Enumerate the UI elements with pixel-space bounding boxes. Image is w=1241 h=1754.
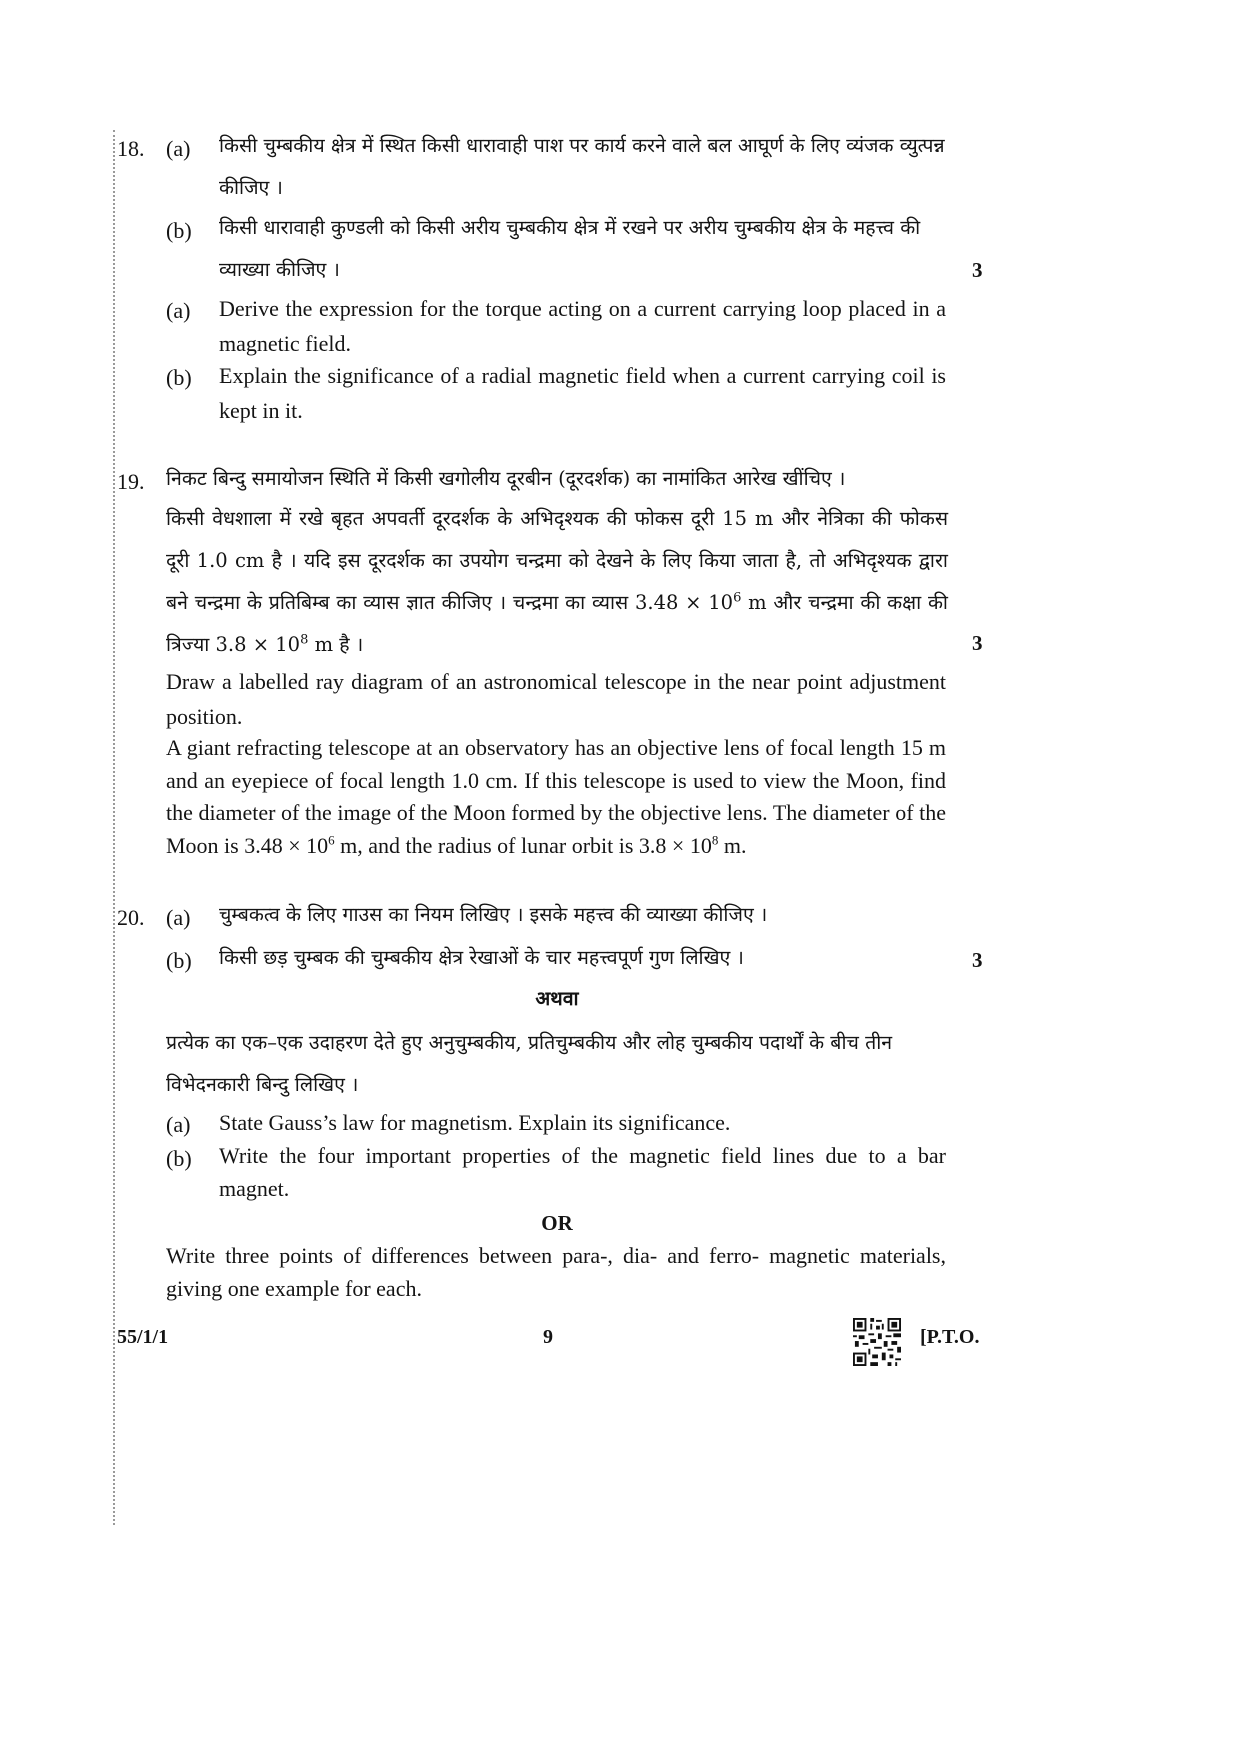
q19-hindi-exponent-8: 8 — [300, 632, 309, 648]
q18-number: 18. — [117, 136, 145, 161]
qr-code — [853, 1318, 901, 1366]
q19-number: 19. — [117, 469, 145, 494]
margin-dotted-line — [113, 130, 115, 1525]
q18a-english: Derive the expression for the torque acting on a current carrying loop placed in a magnetic field. — [219, 296, 946, 356]
q20-number: 20. — [117, 905, 145, 930]
q20a-english: State Gauss’s law for magnetism. Explain its significance. — [219, 1110, 731, 1135]
q20-or-body-hindi: प्रत्येक का एक–एक उदाहरण देते हुए अनुचुम्बकीय, प्रतिचुम्बकीय और लोह चुम्बकीय पदार्थों के बीच तीन विभेदनकारी बिन्दु लिखिए । — [166, 1031, 893, 1096]
q20-or-body-english: Write three points of differences between para-, dia- and ferro- magnetic materials, giving one example for each. — [166, 1243, 946, 1301]
q20-or-english: OR — [541, 1211, 573, 1235]
paper-code: 55/1/1 — [117, 1326, 169, 1348]
q19-hindi-exponent-6: 6 — [733, 590, 742, 606]
q18a-en-label: (a) — [166, 298, 191, 323]
q19-hindi-para-text-2: m और चन्द्रमा की कक्षा की त्रिज्या 3.8 × 10 — [166, 591, 948, 656]
q20a-hindi: चुम्बकत्व के लिए गाउस का नियम लिखिए । इसके महत्त्व की व्याख्या कीजिए । — [219, 903, 768, 926]
q18a-hindi: किसी चुम्बकीय क्षेत्र में स्थित किसी धारावाही पाश पर कार्य करने वाले बल आघूर्ण के लिए व्यंजक व्युत्पन्न कीजिए । — [219, 134, 945, 199]
pto-marker: [P.T.O. — [920, 1326, 980, 1348]
q20a-label: (a) — [166, 905, 191, 930]
q20a-en-label: (a) — [166, 1112, 191, 1137]
q19-english-para-text-2: m, and the radius of lunar orbit is 3.8 × 10 — [334, 832, 712, 858]
q19-english-line1: Draw a labelled ray diagram of an astronomical telescope in the near point adjustment position. — [166, 669, 946, 729]
q19-english-exponent-6: 6 — [328, 832, 335, 848]
q19-hindi-para — [166, 498, 948, 666]
q20b-hindi: किसी छड़ चुम्बक की चुम्बकीय क्षेत्र रेखाओं के चार महत्त्वपूर्ण गुण लिखिए । — [219, 946, 744, 969]
q19-hindi-para-text-1: किसी वेधशाला में रखे बृहत अपवर्ती दूरदर्शक के अभिदृश्यक की फोकस दूरी 15 m और नेत्रिका की फोकस दूरी 1.0 cm है । यदि इस दूरदर्शक का उपयोग चन्द्रमा को देखने के लिए किया जाता है, तो अभिदृश्यक द्वारा बने चन्द्रमा के प्रतिबिम्ब का व्यास ज्ञात कीजिए । चन्द्रमा का व्यास 3.48 × 10 — [166, 507, 948, 614]
q20b-en-label: (b) — [166, 1146, 192, 1171]
q19-english-para — [166, 732, 946, 862]
q19-english-para-text-1: A giant refracting telescope at an observatory has an objective lens of focal length 15 m and an eyepiece of focal length 1.0 cm. If this telescope is used to view the Moon, find the diameter of the image of the Moon formed by the objective lens. The diameter of the Moon is 3.48 × 10 — [166, 735, 946, 858]
q18b-en-label: (b) — [166, 365, 192, 390]
q19-english-exponent-8: 8 — [711, 832, 719, 848]
page-number: 9 — [543, 1326, 553, 1348]
q18b-english: Explain the significance of a radial magnetic field when a current carrying coil is kept in it. — [219, 363, 946, 423]
q19-hindi-para-text-3: m है । — [308, 633, 364, 656]
q20-marks: 3 — [972, 948, 983, 972]
q19-marks: 3 — [972, 631, 983, 655]
q20b-english: Write the four important properties of the magnetic field lines due to a bar magnet. — [219, 1143, 946, 1201]
q20-or-hindi: अथवा — [535, 987, 579, 1010]
q19-hindi-line1: निकट बिन्दु समायोजन स्थिति में किसी खगोलीय दूरबीन (दूरदर्शक) का नामांकित आरेख खींचिए । — [166, 467, 846, 490]
q18a-label: (a) — [166, 136, 191, 161]
q18b-hindi: किसी धारावाही कुण्डली को किसी अरीय चुम्बकीय क्षेत्र में रखने पर अरीय चुम्बकीय क्षेत्र के महत्त्व की व्याख्या कीजिए । — [219, 216, 921, 281]
q18-marks: 3 — [972, 258, 983, 282]
q20b-label: (b) — [166, 948, 192, 973]
q18b-label: (b) — [166, 218, 192, 243]
q19-english-para-text-3: m. — [718, 832, 747, 858]
